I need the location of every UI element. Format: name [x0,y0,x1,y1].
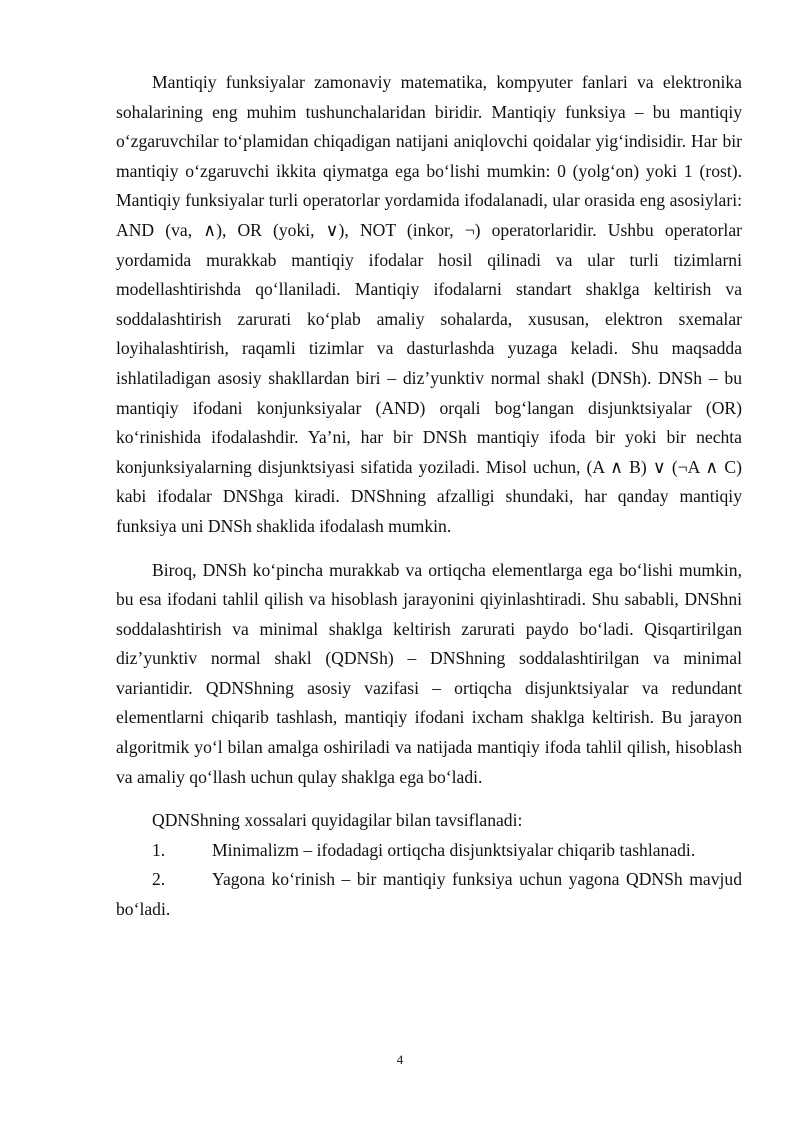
paragraph-2: Biroq, DNSh ko‘pincha murakkab va ortiqcha elementlarga ega bo‘lishi mumkin, bu esa ifodani tahlil qilish va hisoblash jarayonini qiyinlashtiradi. Shu sababli, DNShni soddalashtirish va minimal shaklga keltirish zarurati paydo bo‘ladi. Qisqartirilgan diz’yunktiv normal shakl (QDNSh) – DNShning soddalashtirilgan va minimal variantidir. QDNShning asosiy vazifasi – ortiqcha disjunktsiyalar va redundant elementlarni chiqarib tashlash, mantiqiy ifodani ixcham shaklga keltirish. Bu jarayon algoritmik yo‘l bilan amalga oshiriladi va natijada mantiqiy ifoda tahlil qilish, hisoblash va amaliy qo‘llash uchun qulay shaklga ega bo‘ladi. [116,559,742,787]
list-item [116,865,742,924]
list-item-text: Minimalizm – ifodadagi ortiqcha disjunktsiyalar chiqarib tashlanadi. [212,839,696,860]
paragraph-3: QDNShning xossalari quyidagilar bilan tavsiflanadi: [152,810,523,831]
page-body [116,68,742,925]
list-item [116,836,742,866]
list-item-text: Yagona ko‘rinish – bir mantiqiy funksiya uchun yagona QDNSh mavjud bo‘ladi. [116,869,742,920]
paragraph-1: Mantiqiy funksiyalar zamonaviy matematika, kompyuter fanlari va elektronika sohalarining eng muhim tushunchalaridan biridir. Mantiqiy funksiya – bu mantiqiy o‘zgaruvchilar to‘plamidan chiqadigan natijani aniqlovchi qoidalar yig‘indisidir. Har bir mantiqiy o‘zgaruvchi ikkita qiymatga ega bo‘lishi mumkin: 0 (yolg‘on) yoki 1 (rost). Mantiqiy funksiyalar turli operatorlar yordamida ifodalanadi, ular orasida eng asosiylari: AND (va, ∧), OR (yoki, ∨), NOT (inkor, ¬) operatorlaridir. Ushbu operatorlar yordamida murakkab mantiqiy ifodalar hosil qilinadi va ular turli tizimlarni modellashtirishda qo‘llaniladi. Mantiqiy ifodalarni standart shaklga keltirish va soddalashtirish zarurati ko‘plab amaliy sohalarda, xususan, elektron sxemalar loyihalashtirish, raqamli tizimlar va dasturlashda yuzaga keladi. Shu maqsadda ishlatiladigan asosiy shakllardan biri – diz’yunktiv normal shakl (DNSh). DNSh – bu mantiqiy ifodani konjunksiyalar (AND) orqali bog‘langan disjunktsiyalar (OR) ko‘rinishida ifodalashdir. Ya’ni, har bir DNSh mantiqiy ifoda bir yoki bir nechta konjunksiyalarning disjunktsiyasi sifatida yoziladi. Misol uchun, (A ∧ B) ∨ (¬A ∧ C) kabi ifodalar DNShga kiradi. DNShning afzalligi shundaki, har qanday mantiqiy funksiya uni DNSh shaklida ifodalash mumkin. [116,72,742,536]
page-number: 4 [396,1052,404,1067]
list-item-number: 1. [152,839,166,860]
list-item-number: 2. [152,869,166,890]
